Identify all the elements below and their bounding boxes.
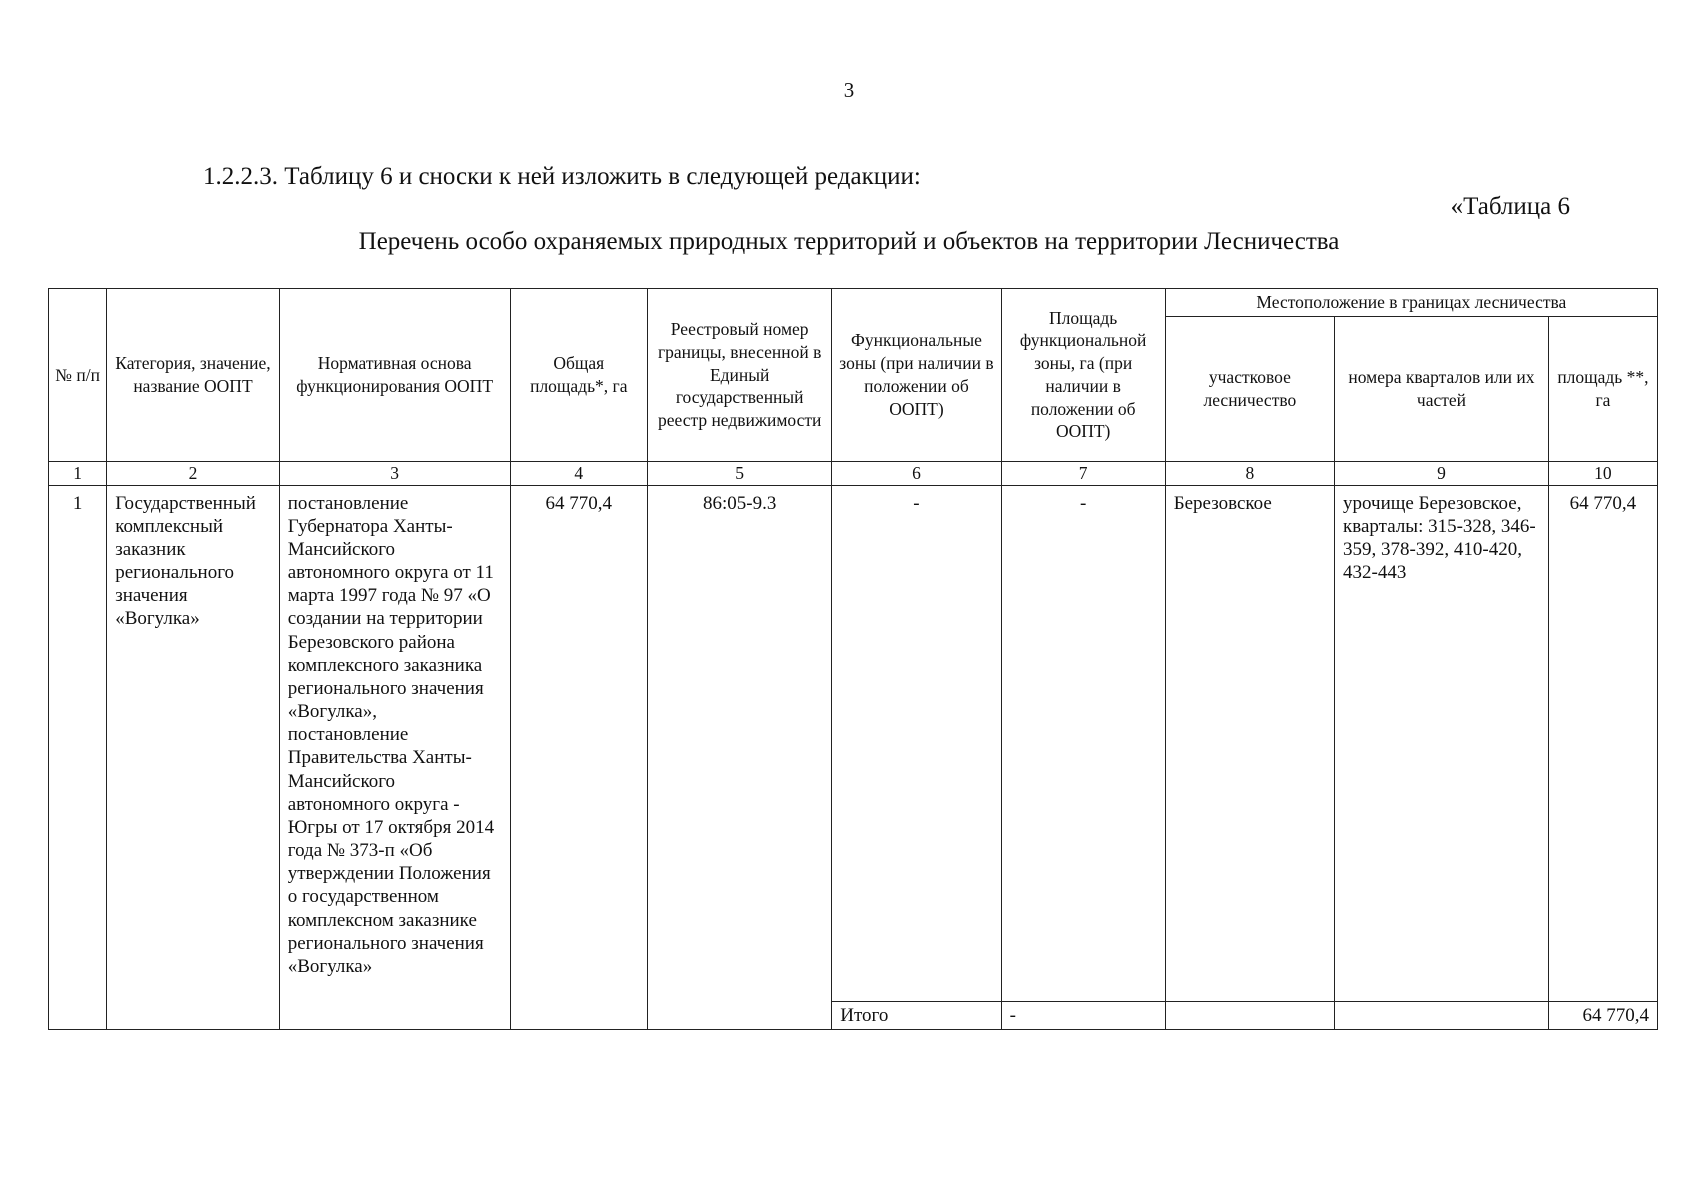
column-number-row xyxy=(49,461,1658,485)
column-number: 7 xyxy=(1001,461,1165,485)
header-zones: Функциональные зоны (при наличии в положении об ООПТ) xyxy=(832,289,1001,462)
total-label: Итого xyxy=(832,1001,1001,1029)
cell-total-area: 64 770,4 xyxy=(510,485,648,1030)
column-number: 1 xyxy=(49,461,107,485)
cell-registry: 86:05-9.3 xyxy=(648,485,832,1030)
cell-area: 64 770,4 xyxy=(1548,485,1657,1001)
cell-basis: постановление Губернатора Ханты-Мансийского автономного округа от 11 марта 1997 года № 97 «О создании на территории Березовского района комплексного заказника регионального значения «Вогулка», постановление Правительства Ханты-Мансийского автономного округа - Югры от 17 октября 2014 года № 373-п «Об утверждении Положения о государственном комплексном заказнике регионального значения «Вогулка» xyxy=(279,485,510,1030)
total-area: 64 770,4 xyxy=(1548,1001,1657,1029)
total-empty-cell xyxy=(1335,1001,1549,1029)
cell-district: Березовское xyxy=(1165,485,1334,1001)
instruction-text: 1.2.2.3. Таблицу 6 и сноски к ней изложить в следующей редакции: xyxy=(203,163,921,190)
table-label: «Таблица 6 xyxy=(1450,193,1570,220)
header-quarters: номера кварталов или их частей xyxy=(1335,316,1549,461)
column-number: 8 xyxy=(1165,461,1334,485)
cell-zones: - xyxy=(832,485,1001,1001)
cell-num: 1 xyxy=(49,485,107,1030)
column-number: 2 xyxy=(107,461,280,485)
oopt-table xyxy=(48,288,1658,1030)
table-row xyxy=(49,485,1658,1001)
header-zone-area: Площадь функциональной зоны, га (при наличии в положении об ООПТ) xyxy=(1001,289,1165,462)
cell-category: Государственный комплексный заказник регионального значения «Вогулка» xyxy=(107,485,280,1030)
column-number: 6 xyxy=(832,461,1001,485)
column-number: 3 xyxy=(279,461,510,485)
column-number: 9 xyxy=(1335,461,1549,485)
header-location-group: Местоположение в границах лесничества xyxy=(1165,289,1657,317)
header-basis: Нормативная основа функционирования ООПТ xyxy=(279,289,510,462)
header-district: участковое лесничество xyxy=(1165,316,1334,461)
column-number: 5 xyxy=(648,461,832,485)
header-row-top xyxy=(49,289,1658,317)
header-registry: Реестровый номер границы, внесенной в Единый государственный реестр недвижимости xyxy=(648,289,832,462)
header-category: Категория, значение, название ООПТ xyxy=(107,289,280,462)
total-zone-area: - xyxy=(1001,1001,1165,1029)
cell-quarters: урочище Березовское, кварталы: 315-328, 346-359, 378-392, 410-420, 432-443 xyxy=(1335,485,1549,1001)
header-total-area: Общая площадь*, га xyxy=(510,289,648,462)
cell-zone-area: - xyxy=(1001,485,1165,1001)
column-number: 4 xyxy=(510,461,648,485)
header-area: площадь **, га xyxy=(1548,316,1657,461)
column-number: 10 xyxy=(1548,461,1657,485)
page-number: 3 xyxy=(843,78,855,102)
total-empty-cell xyxy=(1165,1001,1334,1029)
table-caption: Перечень особо охраняемых природных территорий и объектов на территории Лесничества xyxy=(358,228,1340,255)
header-num: № п/п xyxy=(49,289,107,462)
